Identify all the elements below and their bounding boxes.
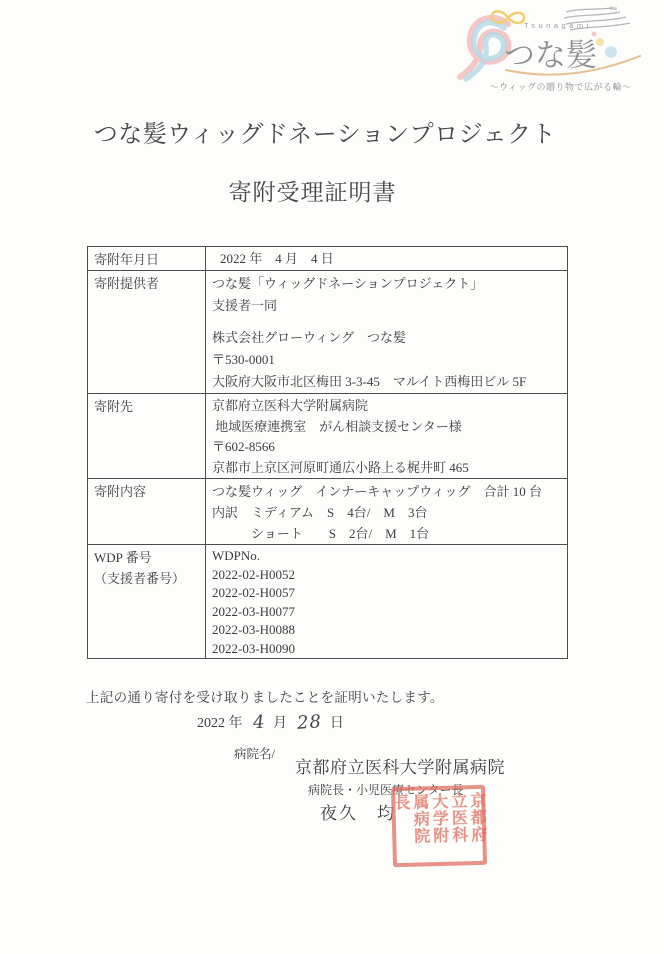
accent-dot-pink [592,32,597,37]
row-label: 寄附内容 [94,484,147,499]
donor-line: つな髪「ウィッグドネーションプロジェクト」 [212,276,484,291]
issue-date-year: 2022 年 [197,716,243,731]
row-label: 寄附先 [94,399,134,414]
wdp-line: 2022-02-H0052 [212,566,296,582]
certification-statement: 上記の通り寄付を受け取りましたことを証明いたします。 [86,690,444,705]
table-row-contents [88,479,568,545]
logo-tagline: ～ウィッグの贈り物で広がる輪～ [489,82,632,92]
issue-date-month-suffix: 月 [272,716,287,731]
table-row-donation-date [88,247,568,271]
wdp-line: 2022-03-H0090 [212,640,296,656]
issue-date-month-handwritten: 4 [251,711,266,734]
table-row-donor [88,271,568,394]
recipient-line: 〒602-8566 [212,439,275,454]
hospital-name: 京都府立医科大学附属病院 [295,758,505,777]
wdp-line: 2022-03-H0077 [212,603,296,619]
row-label: 寄附年月日 [94,252,160,267]
contents-line: つな髪ウィッグ インナーキャップウィッグ 合計 10 台 [212,484,542,499]
recipient-line: 京都府立医科大学附属病院 [212,398,369,413]
row-sublabel: （支援者番号） [94,571,186,586]
recipient-line: 京都市上京区河原町通広小路上る梶井町 465 [212,459,469,475]
project-title: つな髪ウィッグドネーションプロジェクト [93,122,557,148]
brand-jp-text: つな髪 [504,38,597,73]
wdp-line: 2022-03-H0088 [212,622,296,637]
accent-dot-yellow [596,38,604,46]
brand-en-text: Tsunagami [524,21,592,30]
certificate-title: 寄附受理証明書 [228,180,397,205]
donor-line: 支援者一同 [212,298,278,313]
contents-line: 内訳 ミディアム S 4台/ M 3台 [212,505,428,520]
row-label: 寄附提供者 [94,276,160,291]
issue-date-day-handwritten: 28 [296,711,323,734]
donor-line: 大阪府大阪市北区梅田 3-3-45 マルイト西梅田ビル 5F [212,374,527,389]
recipient-line: 地域医療連携室 がん相談支援センター様 [212,418,462,434]
row-label: WDP 番号 [94,550,152,565]
table-row-recipient [88,394,568,479]
director-title: 病院長・小児医療センター長 [308,783,464,797]
issue-date-day-suffix: 日 [329,716,344,731]
donor-line: 株式会社グローウィング つな髪 [212,330,406,345]
hair-scribble [566,8,612,12]
official-seal-text: 京都府立医科大学附属病院長 [391,791,486,845]
donation-table [87,246,568,659]
donation-date-value: 2022 年 4 月 4 日 [220,251,334,266]
wdp-line: 2022-02-H0057 [212,585,296,600]
wdp-line: WDPNo. [212,548,261,563]
donor-line-blank [212,317,561,327]
tsunagami-logo [448,4,648,82]
accent-dot-blue [605,46,617,58]
hair-scribble [564,12,620,18]
director-name: 夜久 均 [320,804,396,823]
contents-line: ショート S 2台/ M 1台 [212,526,430,541]
donor-line: 〒530-0001 [212,352,275,367]
hospital-name-label: 病院名/ [234,747,275,761]
tsunagami-logo-graphic [448,4,648,82]
issue-date [197,711,350,732]
table-row-wdp-number [88,545,568,659]
